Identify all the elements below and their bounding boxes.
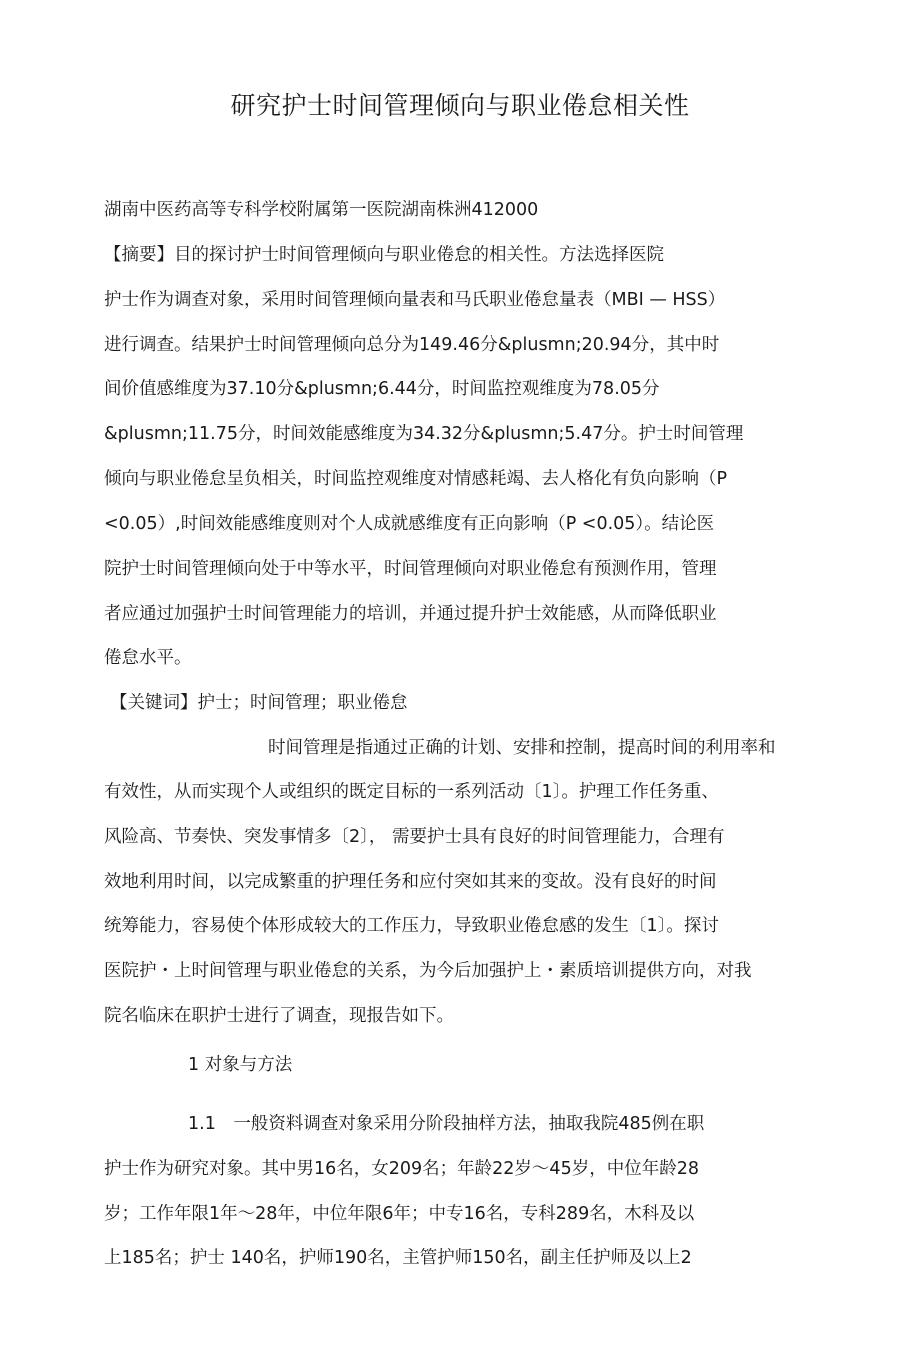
body-line: 时间管理是指通过正确的计划、安排和控制，提高时间的利用率和: [268, 738, 776, 758]
abstract-line: 护士作为调查对象，采用时间管理倾向量表和马氏职业倦怠量表（MBI — HSS）: [104, 290, 726, 310]
body-line: 岁；工作年限1年～28年，中位年限6年；中专16名，专科289名，木科及以: [104, 1204, 695, 1224]
abstract-line: 【摘要】目的探讨护士时间管理倾向与职业倦怠的相关性。方法选择医院: [104, 245, 664, 265]
section-heading: 1 对象与方法: [188, 1055, 293, 1075]
body-line: 护士作为研究对象。其中男16名，女209名；年龄22岁～45岁，中位年龄28: [104, 1159, 699, 1179]
body-line: 风险高、节奏快、突发事情多〔2〕， 需要护士具有良好的时间管理能力，合理有: [104, 827, 725, 847]
body-line: 院名临床在职护士进行了调查，现报告如下。: [104, 1006, 454, 1026]
body-line: 统筹能力，容易使个体形成较大的工作压力，导致职业倦怠感的发生〔1〕。探讨: [104, 916, 719, 936]
affiliation: 湖南中医药高等专科学校附属第一医院湖南株洲412000: [104, 200, 539, 220]
body-line: 1.1 一般资料调查对象采用分阶段抽样方法，抽取我院485例在职: [188, 1114, 705, 1134]
body-line: 医院护・上时间管理与职业倦怠的关系，为今后加强护上・素质培训提供方向，对我: [104, 961, 752, 981]
keywords-line: 【关键词】护士；时间管理；职业倦怠: [110, 693, 408, 713]
abstract-line: 间价值感维度为37.10分&plusmn;6.44分，时间监控观维度为78.05分: [104, 379, 660, 399]
abstract-line: 者应通过加强护士时间管理能力的培训，并通过提升护士效能感，从而降低职业: [104, 604, 717, 624]
abstract-line: 院护士时间管理倾向处于中等水平，时间管理倾向对职业倦怠有预测作用，管理: [104, 559, 717, 579]
abstract-line: 进行调查。结果护士时间管理倾向总分为149.46分&plusmn;20.94分，其中时: [104, 335, 720, 355]
paper-title: 研究护士时间管理倾向与职业倦怠相关性: [230, 91, 690, 120]
body-line: 效地利用时间，以完成繁重的护理任务和应付突如其来的变故。没有良好的时间: [104, 872, 717, 892]
body-line: 有效性，从而实现个人或组织的既定目标的一系列活动〔1〕。护理工作任务重、: [104, 782, 719, 802]
abstract-line: &plusmn;11.75分，时间效能感维度为34.32分&plusmn;5.47分。护士时间管理: [104, 424, 744, 444]
abstract-line: 倾向与职业倦怠呈负相关，时间监控观维度对情感耗竭、去人格化有负向影响（P: [104, 469, 728, 489]
abstract-line: 倦怠水平。: [104, 648, 192, 668]
body-line: 上185名；护士 140名，护师190名，主管护师150名，副主任护师及以上2: [104, 1248, 692, 1268]
abstract-line: <0.05）,时间效能感维度则对个人成就感维度有正向影响（P <0.05）。结论医: [104, 514, 715, 534]
